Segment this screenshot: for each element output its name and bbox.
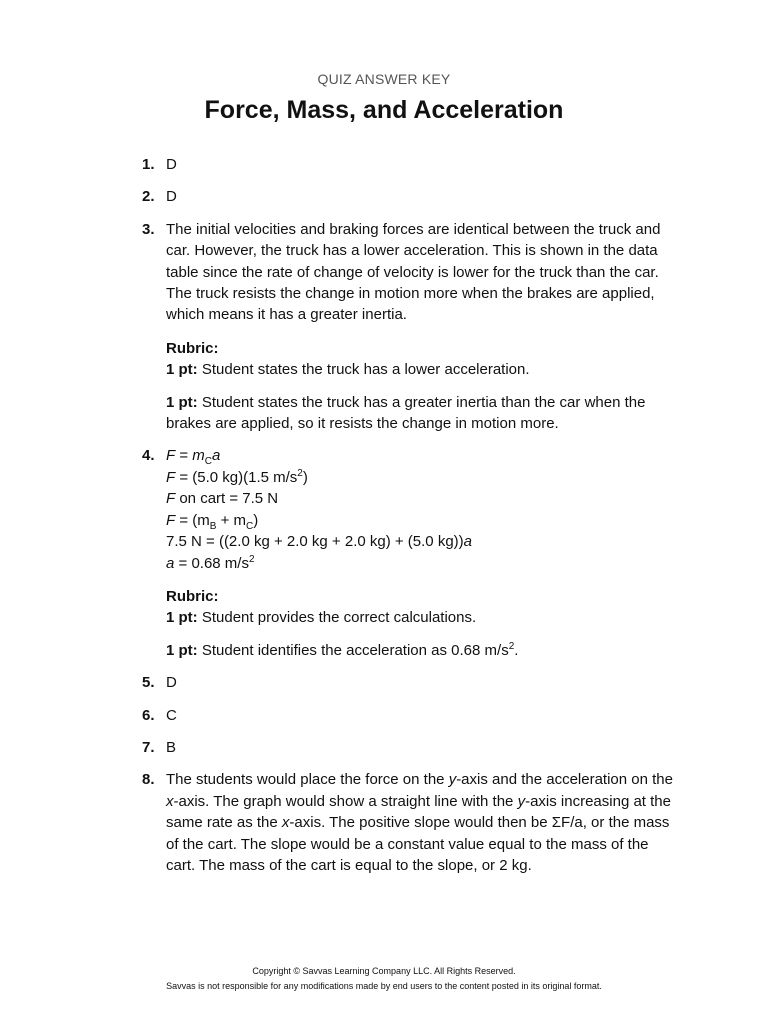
equation-line: F = (5.0 kg)(1.5 $m/s^2$) (166, 467, 308, 486)
item-number: 5. (142, 674, 155, 692)
copyright-line: Copyright © Savvas Learning Company LLC. All Rights Reserved. (252, 966, 516, 976)
equation-line: F on cart = 7.5 N (166, 490, 279, 508)
rubric-heading: Rubric: (166, 339, 219, 357)
disclaimer-line: Savvas is not responsible for any modifications made by end users to the content posted in its original format. (166, 981, 602, 991)
answer-value: D (166, 156, 177, 173)
answer-item-5 (0, 672, 676, 693)
answer-item-4 (0, 445, 676, 661)
item-number: 4. (142, 447, 155, 465)
answer-explanation: The initial velocities and braking forces are identical between the truck and car. However, the truck has a lower acceleration. This is shown in the data table since the rate of change of velocity is lower for the truck than the car. The truck resists the change in motion more when the brakes are applied, which means it has a greater inertia. (166, 220, 661, 324)
rubric (166, 338, 676, 435)
copyright-footer (0, 964, 768, 994)
item-number: 3. (142, 220, 155, 238)
answer-value: D (166, 674, 177, 692)
answer-item-7 (0, 737, 676, 758)
item-number: 1. (142, 156, 155, 173)
answer-item-2 (0, 186, 676, 207)
item-number: 8. (142, 771, 155, 789)
rubric (166, 586, 676, 661)
rubric-heading: Rubric: (166, 587, 219, 605)
answer-value: D (166, 188, 177, 206)
item-number: 2. (142, 188, 155, 206)
equation-line: $F = (m_B + m_C)$ (166, 511, 259, 532)
equation-line: 7.5 N = ((2.0 kg + 2.0 kg + 2.0 kg) + (5.0 kg))a (166, 533, 472, 551)
answer-value: C (166, 706, 177, 724)
item-number: 6. (142, 706, 155, 724)
answer-item-6 (0, 705, 676, 726)
answer-explanation: The students would place the force on the y-axis and the acceleration on the x-axis. The graph would show a straight line with the y-axis increasing at the same rate as the x-axis. The positive slope would then be ΣF/a, or the mass of the cart. The slope would be a constant value equal to the mass of the cart. The mass of the cart is equal to the slope, or 2 kg. (166, 771, 673, 874)
equation-line: $F = m_Ca$ (166, 447, 221, 468)
page-title: Force, Mass, and Acceleration (204, 96, 564, 124)
answer-list (0, 154, 768, 876)
answer-value: B (166, 738, 177, 756)
answer-item-3 (0, 219, 676, 435)
rubric-criterion: 1 pt: Student provides the correct calculations. (166, 609, 477, 627)
quiz-answer-key-label: QUIZ ANSWER KEY (317, 71, 451, 87)
answer-item-1 (0, 154, 676, 175)
item-number: 7. (142, 738, 155, 756)
answer-item-8 (0, 769, 676, 876)
rubric-criterion: 1 pt: Student states the truck has a greater inertia than the car when the brakes are applied, so it resists the change in motion more. (166, 393, 646, 433)
rubric-criterion: 1 pt: Student states the truck has a lower acceleration. (166, 361, 530, 379)
equation-line: a = 0.68 $m/s^2$ (166, 553, 255, 572)
rubric-criterion: 1 pt: Student identifies the acceleration as 0.68 $m/s^2$. (166, 640, 519, 659)
